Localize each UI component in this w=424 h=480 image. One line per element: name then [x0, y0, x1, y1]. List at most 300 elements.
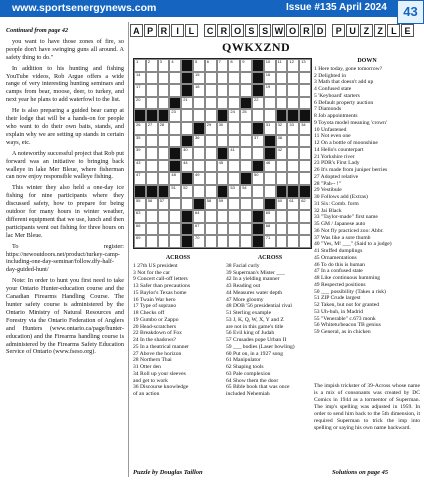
- grid-cell: [134, 59, 146, 72]
- grid-cell: [228, 235, 240, 248]
- clue-item: 49 Respected positions: [314, 281, 366, 288]
- banner-letter-tile: C: [204, 24, 217, 37]
- clue-item: 21 Yorkshire river: [314, 153, 355, 160]
- grid-cell: [217, 135, 229, 148]
- clue-item: 40 "Yes, M! ___" (Said to a judge): [314, 241, 392, 248]
- clue-item: 47 More gloomy: [226, 296, 264, 303]
- grid-number: 30: [218, 122, 224, 127]
- clue-item: 13 Safer than precautions: [133, 283, 191, 289]
- grid-cell: [217, 172, 229, 185]
- grid-number: 64: [195, 210, 200, 216]
- grid-block: [158, 109, 170, 122]
- grid-block: [217, 147, 229, 160]
- grid-cell: [158, 160, 170, 173]
- banner-letter-tile: R: [300, 24, 313, 37]
- clue-item: 38 Facial curly: [226, 262, 260, 269]
- grid-cell: [228, 210, 240, 223]
- grid-cell: [240, 235, 252, 248]
- grid-block: [299, 185, 311, 198]
- grid-cell: [276, 122, 288, 135]
- banner-letter-tile: R: [217, 24, 230, 37]
- article-column: [6, 27, 124, 359]
- grid-cell: [193, 135, 205, 148]
- grid-cell: [205, 109, 217, 122]
- grid-cell: [217, 59, 229, 72]
- grid-cell: [276, 223, 288, 236]
- grid-number: 50: [254, 172, 259, 178]
- grid-cell: [276, 160, 288, 173]
- grid-cell: [217, 198, 229, 211]
- grid-cell: [299, 135, 311, 148]
- grid-cell: [181, 160, 193, 173]
- clue-item: 9 Concert call-off letters: [133, 276, 188, 283]
- grid-number: 2: [147, 59, 151, 64]
- grid-cell: [134, 223, 146, 236]
- grid-number: 18: [195, 84, 200, 90]
- banner-letter-tile: A: [130, 24, 143, 37]
- grid-number: 49: [195, 172, 200, 178]
- clue-item: 45 Ornamentations: [314, 254, 357, 261]
- grid-block: [276, 185, 288, 198]
- article-paragraph: He is also preparing a guided bear camp at their lodge that will be a hands-on for people who want to do their own baits, stands, and explain why we are setting up stands in certain ways, etc.: [6, 107, 124, 146]
- grid-cell: [252, 97, 264, 110]
- grid-cell: [287, 235, 299, 248]
- article-paragraph: Note: In order to hunt you first need to take your Ontario Hunter-education course and the Canadian Firearms Handling Course. The hunter safety course is administered by the Ontario Ministry of Natural Resources and Forestry via the Ontario Federation of Anglers and Hunters (www.ontario.ca/page/hunter-education) and the Firearms handling course is administered by the Firearms Safety Education Service of Ontario (www.fseso.org).: [6, 277, 124, 356]
- clue-item: 16 Twain War hero: [133, 296, 176, 303]
- grid-cell: [205, 147, 217, 160]
- grid-cell: [158, 223, 170, 236]
- banner-letter-tile: W: [272, 24, 285, 37]
- across-clues-left: [133, 255, 223, 398]
- clue-item: 65 Bible book that was once: [226, 384, 290, 391]
- grid-block: [287, 185, 299, 198]
- clue-item: 1 Here today, gone tomorrow?: [314, 65, 383, 72]
- grid-block: [146, 185, 158, 198]
- clue-item: are not in this game's title: [226, 323, 284, 330]
- grid-cell: [252, 109, 264, 122]
- grid-number: 23: [171, 109, 176, 115]
- clue-item: 52 Taken, but not for granted: [314, 302, 380, 308]
- grid-cell: [240, 160, 252, 173]
- grid-number: 62: [301, 197, 306, 203]
- grid-cell: [240, 198, 252, 211]
- grid-cell: [287, 147, 299, 160]
- grid-number: 71: [265, 235, 271, 241]
- grid-number: 65: [265, 210, 271, 216]
- grid-cell: [205, 223, 217, 236]
- grid-block: [193, 198, 205, 211]
- grid-block: [240, 97, 252, 110]
- grid-cell: [240, 210, 252, 223]
- clue-item: 31 Six: Comb. form: [314, 200, 359, 207]
- clue-item: 2 Delighted in: [314, 72, 347, 79]
- grid-cell: [193, 185, 205, 198]
- grid-cell: [181, 198, 193, 211]
- grid-cell: [158, 97, 170, 110]
- grid-cell: [217, 223, 229, 236]
- clue-item: 4 Confused state: [314, 86, 352, 92]
- grid-cell: [287, 210, 299, 223]
- grid-cell: [264, 160, 276, 173]
- grid-block: [181, 59, 193, 72]
- grid-cell: [252, 147, 264, 160]
- grid-number: 35: [136, 134, 141, 140]
- grid-cell: [146, 210, 158, 223]
- grid-number: 46: [265, 159, 271, 165]
- grid-cell: [146, 84, 158, 97]
- grid-cell: [158, 198, 170, 211]
- grid-cell: [134, 84, 146, 97]
- grid-block: [252, 72, 264, 85]
- grid-cell: [217, 84, 229, 97]
- grid-cell: [205, 172, 217, 185]
- grid-cell: [146, 72, 158, 85]
- grid-cell: [299, 97, 311, 110]
- grid-cell: [299, 84, 311, 97]
- grid-block: [169, 97, 181, 110]
- clue-item: 26 It's made from juniper berries: [314, 167, 388, 173]
- grid-cell: [134, 160, 146, 173]
- continued-note: Continued from page 42: [6, 27, 69, 34]
- clue-item: 62 Shaping tools: [226, 364, 264, 370]
- grid-cell: [264, 223, 276, 236]
- grid-block: [146, 109, 158, 122]
- grid-number: 6: [206, 59, 210, 64]
- grid-cell: [146, 172, 158, 185]
- banner-letter-tile: Z: [374, 24, 387, 37]
- grid-cell: [228, 72, 240, 85]
- banner-letter-tile: I: [171, 24, 184, 37]
- grid-block: [252, 210, 264, 223]
- grid-number: 7: [218, 59, 221, 64]
- grid-cell: [205, 160, 217, 173]
- grid-number: 42: [277, 147, 283, 153]
- clue-item: 7 Diamonds: [314, 106, 342, 113]
- grid-number: 8: [230, 59, 233, 64]
- grid-block: [252, 235, 264, 248]
- grid-cell: [158, 84, 170, 97]
- grid-cell: [264, 235, 276, 248]
- clue-item: 64 Show them the door: [226, 377, 279, 384]
- grid-block: [181, 210, 193, 223]
- grid-cell: [287, 59, 299, 72]
- clue-item: 50 ___ possibility (Takes a risk): [314, 288, 386, 295]
- grid-cell: [217, 97, 229, 110]
- grid-cell: [276, 59, 288, 72]
- grid-number: 21: [183, 96, 188, 102]
- grid-cell: [276, 210, 288, 223]
- grid-cell: [193, 210, 205, 223]
- grid-cell: [181, 185, 193, 198]
- clue-item: 34 Roll up your sleeves: [133, 370, 186, 377]
- puzzle-banner: [130, 24, 420, 38]
- clue-item: 14 Hello's counterpart: [314, 146, 364, 153]
- grid-cell: [193, 97, 205, 110]
- grid-cell: [193, 160, 205, 173]
- banner-letter-tile: O: [231, 24, 244, 37]
- grid-cell: [299, 235, 311, 248]
- grid-number: 54: [242, 185, 247, 190]
- clue-item: 36 Not fly practiced zoo: Abbr.: [314, 227, 384, 234]
- down-heading: DOWN: [357, 58, 377, 64]
- grid-number: 11: [277, 59, 282, 64]
- grid-block: [181, 72, 193, 85]
- grid-cell: [158, 235, 170, 248]
- grid-cell: [252, 135, 264, 148]
- grid-cell: [169, 59, 181, 72]
- grid-block: [181, 84, 193, 97]
- grid-cell: [276, 97, 288, 110]
- grid-cell: [252, 172, 264, 185]
- grid-cell: [134, 198, 146, 211]
- banner-letter-tile: D: [314, 24, 327, 37]
- grid-cell: [228, 109, 240, 122]
- grid-number: 9: [242, 59, 245, 64]
- grid-cell: [146, 147, 158, 160]
- grid-cell: [205, 210, 217, 223]
- grid-cell: [240, 72, 252, 85]
- grid-cell: [287, 223, 299, 236]
- grid-cell: [287, 160, 299, 173]
- clue-item: 57 Crusades pope Urban II: [226, 337, 287, 343]
- banner-letter-tile: R: [158, 24, 171, 37]
- grid-cell: [146, 160, 158, 173]
- across-heading: ACROSS: [165, 255, 191, 261]
- grid-number: 15: [195, 71, 200, 77]
- grid-number: 1: [136, 59, 139, 64]
- grid-cell: [276, 84, 288, 97]
- grid-number: 24: [230, 109, 235, 115]
- clue-item: of an action: [133, 391, 160, 397]
- grid-block: [181, 223, 193, 236]
- article-paragraph: A noteworthy successful project that Rob put forward was an initiative to bringing back walleye in lake Mer Bleue, where fisherman can now enjoy responsible walleye fishing.: [6, 149, 124, 181]
- grid-block: [181, 172, 193, 185]
- grid-cell: [299, 59, 311, 72]
- grid-block: [193, 122, 205, 135]
- grid-block: [169, 147, 181, 160]
- clue-item: 47 In a confused state: [314, 268, 363, 275]
- grid-block: [240, 172, 252, 185]
- grid-cell: [134, 147, 146, 160]
- issue-label: Issue #135 April 2024: [286, 2, 387, 13]
- clue-item: 48 DOB '56 presidential rival: [226, 303, 292, 310]
- grid-cell: [240, 59, 252, 72]
- grid-number: 52: [183, 185, 188, 190]
- grid-block: [252, 160, 264, 173]
- clue-item: 63 Pale complexion: [226, 370, 271, 377]
- grid-number: 60: [277, 197, 283, 203]
- grid-cell: [193, 59, 205, 72]
- grid-cell: [205, 59, 217, 72]
- article-paragraph: This winter they also held a one-day ice fishing for nine participants where they discussed safety, how to prepare for being outdoor for many hours in winter weather, different equipment that we use, lunch and then participants went out fishing for three hours on lac Mer Bleue.: [6, 184, 124, 239]
- clue-item: 11 Not even one: [314, 133, 351, 140]
- grid-cell: [169, 198, 181, 211]
- grid-cell: [193, 109, 205, 122]
- grid-cell: [205, 185, 217, 198]
- grid-cell: [134, 97, 146, 110]
- grid-cell: [228, 223, 240, 236]
- grid-cell: [287, 135, 299, 148]
- grid-block: [252, 84, 264, 97]
- grid-number: 47: [136, 172, 141, 178]
- clue-item: 46 To do this is human: [314, 261, 365, 268]
- clue-item: 17 Type of soprano: [133, 303, 177, 310]
- grid-number: 33: [289, 122, 294, 127]
- clue-item: 56 Evil king of Judah: [226, 330, 275, 337]
- grid-cell: [205, 84, 217, 97]
- grid-cell: [240, 147, 252, 160]
- grid-cell: [193, 72, 205, 85]
- clue-item: 35 GM / Japanese auto: [314, 221, 366, 227]
- grid-cell: [217, 210, 229, 223]
- grid-cell: [217, 72, 229, 85]
- clue-item: 51 ZIP Crude largest: [314, 295, 361, 302]
- banner-letter-tile: S: [259, 24, 272, 37]
- grid-number: 36: [195, 134, 200, 140]
- grid-cell: [287, 172, 299, 185]
- grid-cell: [217, 122, 229, 135]
- grid-cell: [181, 122, 193, 135]
- clue-item: 23 PDR's First Lady: [314, 160, 360, 167]
- grid-cell: [158, 172, 170, 185]
- clue-item: 51 Sterling example: [226, 310, 272, 316]
- grid-cell: [158, 72, 170, 85]
- grid-cell: [169, 185, 181, 198]
- clue-item: 10 Unfastened: [314, 126, 347, 133]
- grid-cell: [193, 147, 205, 160]
- grid-number: 39: [136, 147, 141, 153]
- answer-note: The impish trickster of 39-Across whose name is a mix of consonants was created by DC Comics in 1944 as a tormentor of Superman. The imp's spelling was adjusted in 1959. In order to send him back to the 5th dimension, it required Superman to trick the imp into spelling or saying his own name backward.: [314, 383, 420, 431]
- grid-number: 44: [183, 159, 188, 165]
- grid-number: 3: [159, 59, 162, 64]
- clue-item: 25 In a theatrical manner: [133, 343, 189, 350]
- grid-cell: [181, 97, 193, 110]
- grid-number: 29: [206, 122, 212, 127]
- grid-number: 4: [171, 59, 174, 64]
- grid-cell: [134, 172, 146, 185]
- grid-cell: [158, 59, 170, 72]
- grid-number: 22: [254, 96, 259, 102]
- grid-number: 38: [277, 134, 283, 140]
- grid-cell: [228, 97, 240, 110]
- across-clues-right: [226, 255, 314, 398]
- grid-number: 69: [136, 235, 141, 241]
- grid-cell: [228, 135, 240, 148]
- grid-number: 59: [218, 197, 224, 203]
- grid-number: 61: [289, 197, 294, 203]
- grid-number: 70: [195, 235, 200, 241]
- grid-cell: [264, 185, 276, 198]
- grid-cell: [169, 235, 181, 248]
- banner-letter-tile: Z: [360, 24, 373, 37]
- grid-cell: [299, 72, 311, 85]
- article-paragraph: To register: https://newoutdoors.net/product/turkey-camp-including-one-day-seminar/follow.dfy-half-day-guided-hunt/: [6, 242, 124, 274]
- grid-block: [252, 223, 264, 236]
- clue-item: 44 Measures water depth: [226, 289, 283, 296]
- grid-cell: [252, 198, 264, 211]
- grid-cell: [276, 72, 288, 85]
- grid-block: [181, 135, 193, 148]
- grid-cell: [169, 210, 181, 223]
- clue-item: 20 Head-scratchers: [133, 323, 177, 330]
- column-divider: [128, 22, 129, 477]
- clue-item: 59 ___ bodies (Laser bowling): [226, 343, 295, 350]
- clue-item: 30 Follows add (Extras): [314, 194, 368, 200]
- clue-item: 55 "Venerable" c.673 monk: [314, 315, 376, 322]
- grid-cell: [264, 97, 276, 110]
- grid-cell: [228, 84, 240, 97]
- grid-number: 51: [171, 185, 176, 190]
- down-clues: [314, 58, 420, 336]
- grid-cell: [134, 122, 146, 135]
- grid-block: [264, 135, 276, 148]
- clue-item: included Nehemiah: [226, 391, 270, 397]
- grid-number: 17: [136, 84, 141, 90]
- banner-letter-tile: P: [332, 24, 345, 37]
- clue-item: 15 Baylor's Texas home: [133, 289, 187, 296]
- clue-item: 28 "Pah-- !": [314, 180, 341, 187]
- grid-number: 43: [136, 159, 141, 165]
- clue-item: 32 Jai Black: [314, 207, 342, 214]
- grid-number: 48: [171, 172, 176, 178]
- clue-item: 37 Was like a sore thumb: [314, 234, 371, 241]
- banner-letter-tile: P: [144, 24, 157, 37]
- page-header: [0, 0, 424, 17]
- grid-block: [181, 235, 193, 248]
- grid-cell: [299, 198, 311, 211]
- grid-number: 12: [289, 59, 294, 64]
- grid-number: 68: [265, 222, 271, 228]
- page-number: 43: [397, 0, 424, 24]
- clue-item: 59 General, as in chicken: [314, 329, 371, 335]
- grid-cell: [299, 210, 311, 223]
- grid-cell: [169, 172, 181, 185]
- grid-block: [158, 185, 170, 198]
- grid-block: [169, 160, 181, 173]
- clue-item: 12 On a bottle of moonshine: [314, 140, 378, 146]
- banner-letter-tile: L: [185, 24, 198, 37]
- grid-number: 16: [265, 71, 271, 77]
- grid-block: [252, 122, 264, 135]
- clue-item: 53 J, K, Q, W, X, Y and Z: [226, 316, 284, 323]
- grid-cell: [205, 122, 217, 135]
- grid-number: 55: [136, 197, 141, 203]
- grid-cell: [193, 172, 205, 185]
- grid-cell: [193, 84, 205, 97]
- grid-cell: [299, 122, 311, 135]
- grid-cell: [228, 59, 240, 72]
- grid-cell: [299, 160, 311, 173]
- site-url: www.sportsenergynews.com: [12, 2, 157, 14]
- clue-item: 41 Stuffed dumplings: [314, 248, 363, 254]
- grid-cell: [146, 223, 158, 236]
- clue-item: 42 In a yielding manner: [226, 276, 280, 283]
- clue-item: 5 'Keyboard' starters: [314, 92, 360, 99]
- clue-item: 33 "Taylor-made" first name: [314, 214, 378, 221]
- article-paragraph: you want to have those zones of fire, so people don't have swinging guns all around. A safety thing to do.": [6, 37, 124, 61]
- grid-cell: [205, 235, 217, 248]
- clue-item: 6 Default property auction: [314, 99, 374, 106]
- banner-letter-tile: E: [401, 24, 414, 37]
- grid-number: 31: [265, 122, 271, 127]
- grid-cell: [134, 210, 146, 223]
- grid-number: 45: [218, 159, 224, 165]
- grid-block: [217, 109, 229, 122]
- grid-cell: [146, 97, 158, 110]
- grid-cell: [146, 135, 158, 148]
- grid-cell: [181, 109, 193, 122]
- grid-number: 26: [136, 122, 141, 127]
